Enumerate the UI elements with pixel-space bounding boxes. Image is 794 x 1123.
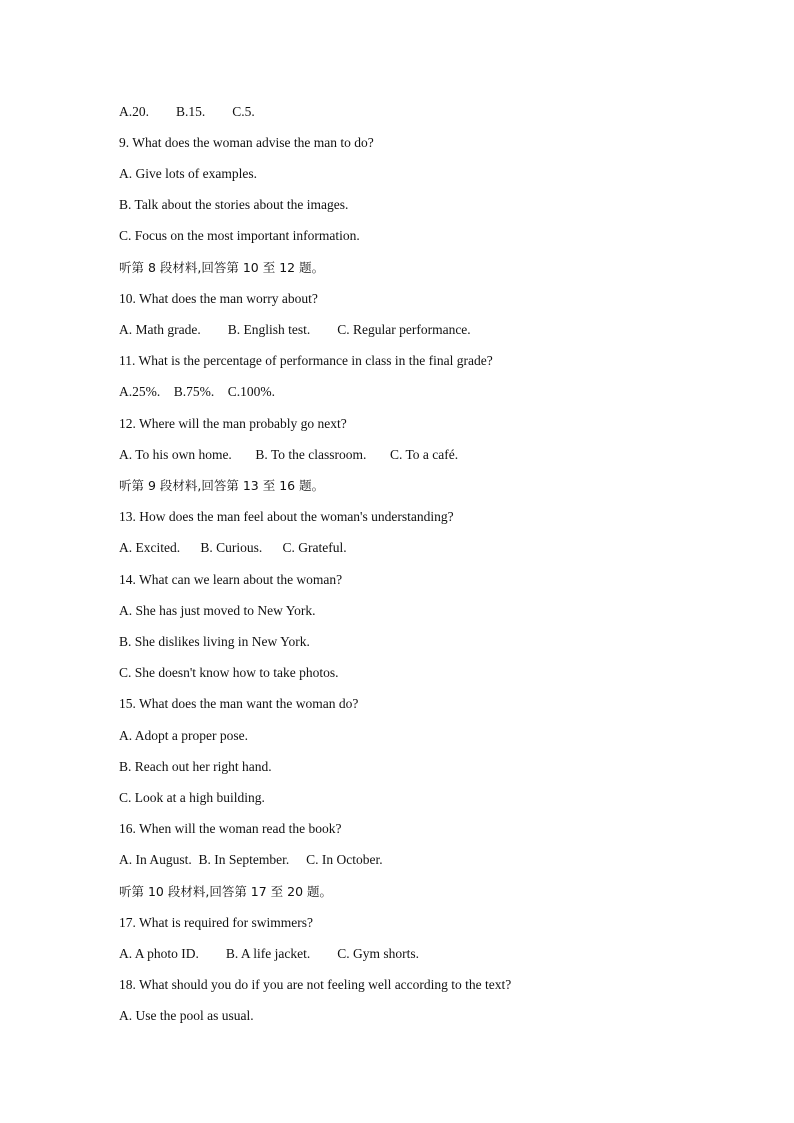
answer-options-line: A. Math grade. B. English test. C. Regular performance. — [119, 322, 471, 337]
option-line: A. Use the pool as usual. — [119, 1008, 254, 1023]
answer-options-line: A. A photo ID. B. A life jacket. C. Gym shorts. — [119, 946, 419, 961]
option-line: B. She dislikes living in New York. — [119, 634, 310, 649]
option-line: C. Focus on the most important information. — [119, 228, 360, 243]
question-14: 14. What can we learn about the woman? — [119, 572, 343, 587]
question-10: 10. What does the man worry about? — [119, 291, 318, 306]
option-line: A. Give lots of examples. — [119, 166, 257, 181]
option-line: C. She doesn't know how to take photos. — [119, 665, 339, 680]
section-heading-material-9: 听第 9 段材料,回答第 13 至 16 题。 — [119, 478, 325, 493]
answer-options-line: A.25%. B.75%. C.100%. — [119, 384, 275, 399]
section-heading-material-10: 听第 10 段材料,回答第 17 至 20 题。 — [119, 884, 333, 899]
section-heading-material-8: 听第 8 段材料,回答第 10 至 12 题。 — [119, 260, 325, 275]
question-11: 11. What is the percentage of performance in class in the final grade? — [119, 353, 493, 368]
option-line: A. Adopt a proper pose. — [119, 728, 248, 743]
answer-options-line: A. In August. B. In September. C. In October. — [119, 852, 383, 867]
question-12: 12. Where will the man probably go next? — [119, 416, 347, 431]
answer-options-line: A.20. B.15. C.5. — [119, 104, 255, 119]
answer-options-line: A. Excited. B. Curious. C. Grateful. — [119, 540, 347, 555]
option-line: B. Reach out her right hand. — [119, 759, 272, 774]
question-17: 17. What is required for swimmers? — [119, 915, 313, 930]
question-18: 18. What should you do if you are not feeling well according to the text? — [119, 977, 512, 992]
option-line: A. She has just moved to New York. — [119, 603, 316, 618]
question-13: 13. How does the man feel about the woman's understanding? — [119, 509, 454, 524]
question-9: 9. What does the woman advise the man to do? — [119, 135, 374, 150]
question-16: 16. When will the woman read the book? — [119, 821, 342, 836]
option-line: B. Talk about the stories about the images. — [119, 197, 349, 212]
question-15: 15. What does the man want the woman do? — [119, 696, 359, 711]
option-line: C. Look at a high building. — [119, 790, 265, 805]
answer-options-line: A. To his own home. B. To the classroom. C. To a café. — [119, 447, 459, 462]
